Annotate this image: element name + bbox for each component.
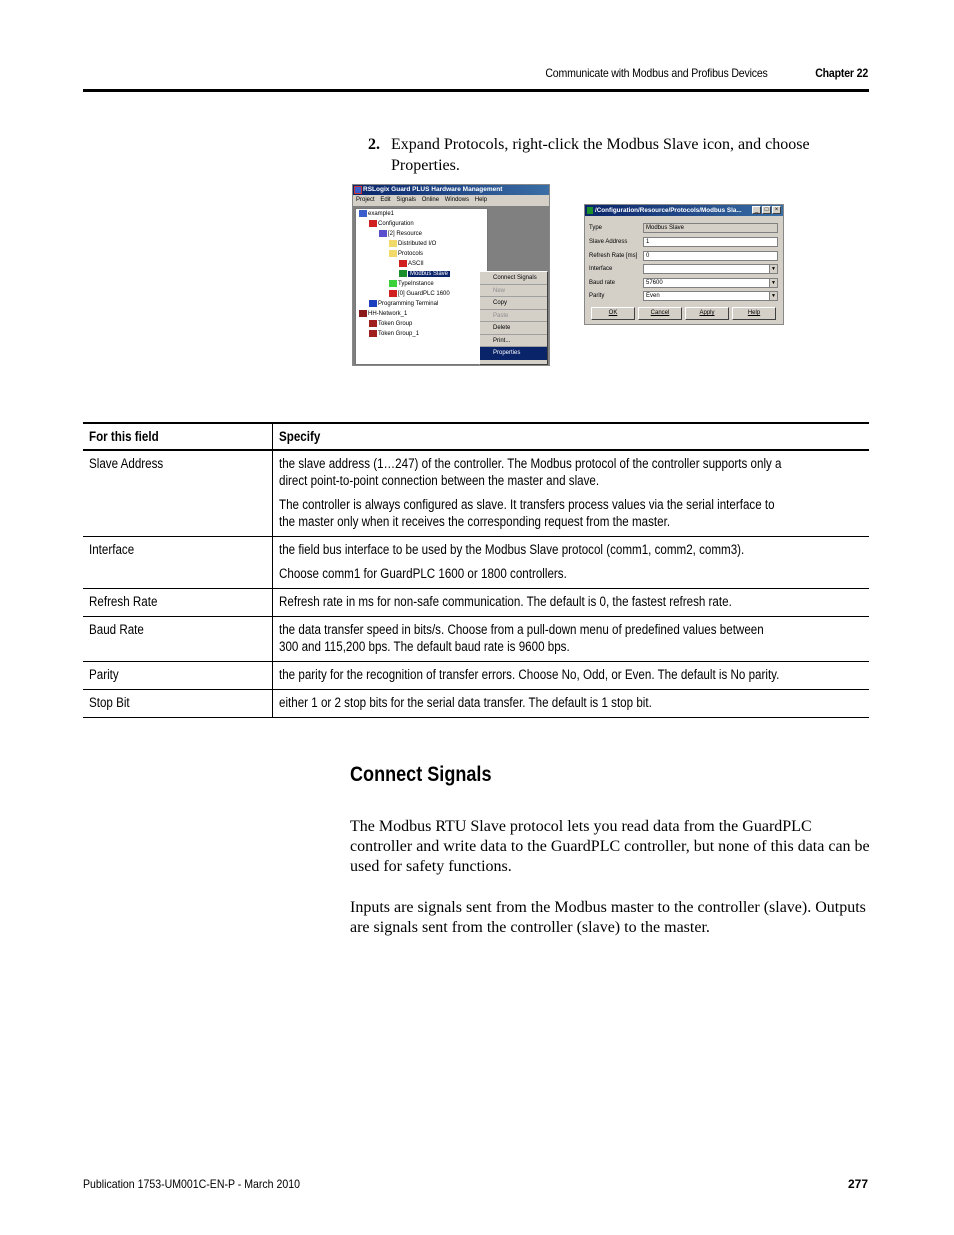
- table-header-row: [83, 423, 869, 450]
- token-group-icon: [369, 320, 377, 327]
- resource-icon: [379, 230, 387, 237]
- column-header-field: For this field: [83, 423, 272, 450]
- ok-button[interactable]: OK: [591, 307, 635, 320]
- menu-project[interactable]: Project: [356, 197, 375, 203]
- token-group-icon: [369, 330, 377, 337]
- step-text: Expand Protocols, right-click the Modbus Slave icon, and choose Properties.: [391, 136, 810, 174]
- column-header-specify: Specify: [272, 423, 869, 450]
- chevron-down-icon[interactable]: ▼: [769, 279, 777, 287]
- table-row: [83, 690, 869, 718]
- apply-button[interactable]: Apply: [685, 307, 729, 320]
- menu-item-print[interactable]: Print...: [480, 335, 547, 348]
- terminal-icon: [369, 300, 377, 307]
- table-row: [83, 662, 869, 690]
- field-name: Interface: [83, 537, 272, 589]
- menu-windows[interactable]: Windows: [444, 197, 470, 203]
- refresh-rate-label: Refresh Rate [ms]: [589, 253, 638, 259]
- step-number: 2.: [368, 136, 380, 153]
- tree-node-selected[interactable]: Modbus Slave: [399, 270, 450, 279]
- interface-select[interactable]: [643, 264, 778, 274]
- tree-node[interactable]: TypeInstance: [389, 280, 434, 289]
- baud-rate-label: Baud rate: [589, 280, 616, 286]
- folder-icon: [389, 240, 397, 247]
- chevron-down-icon[interactable]: ▼: [769, 265, 777, 273]
- field-spec: Refresh rate in ms for non-safe communication. The default is 0, the fastest refresh rate.: [272, 589, 869, 617]
- tree-node[interactable]: ASCII: [399, 260, 424, 269]
- table-row: [83, 450, 869, 537]
- body-paragraph: Inputs are signals sent from the Modbus master to the controller (slave). Outputs are signals sent from the controller (slave) to the master.: [350, 899, 866, 936]
- help-button[interactable]: Help: [732, 307, 776, 320]
- menu-help[interactable]: Help: [474, 197, 488, 203]
- cancel-button[interactable]: Cancel: [638, 307, 682, 320]
- running-header-title: Communicate with Modbus and Profibus Devices: [545, 66, 768, 80]
- type-field: Modbus Slave: [643, 223, 778, 233]
- typeinstance-icon: [389, 280, 397, 287]
- field-spec: the parity for the recognition of transfer errors. Choose No, Odd, or Even. The default is No parity.: [272, 662, 869, 690]
- network-icon: [359, 310, 367, 317]
- app-icon: [354, 186, 362, 194]
- chapter-label: Chapter 22: [815, 66, 868, 80]
- tree-node[interactable]: [0] GuardPLC 1600: [389, 290, 450, 299]
- field-name: Stop Bit: [83, 690, 272, 718]
- plc-icon: [389, 290, 397, 297]
- dialog-title: /Configuration/Resource/Protocols/Modbus Sla...: [595, 207, 742, 214]
- window-title: RSLogix Guard PLUS Hardware Management: [363, 186, 503, 193]
- menu-edit[interactable]: Edit: [380, 197, 391, 203]
- table-row: [83, 537, 869, 589]
- header-rule: [83, 89, 869, 92]
- menu-bar: [353, 195, 549, 206]
- menu-item-paste: Paste: [480, 310, 547, 323]
- parity-label: Parity: [589, 293, 605, 299]
- tree-node[interactable]: [2] Resource: [379, 230, 422, 239]
- menu-item-copy[interactable]: Copy: [480, 297, 547, 310]
- tree-node[interactable]: example1: [359, 210, 394, 219]
- table-row: [83, 617, 869, 662]
- modbus-icon: [399, 270, 407, 277]
- minimize-icon[interactable]: _: [752, 206, 761, 214]
- close-icon[interactable]: ×: [772, 206, 781, 214]
- menu-item-properties[interactable]: Properties: [480, 347, 547, 360]
- context-menu: [479, 271, 548, 365]
- hardware-management-screenshot: [352, 184, 550, 366]
- menu-item-delete[interactable]: Delete: [480, 322, 547, 335]
- field-spec: the data transfer speed in bits/s. Choose from a pull-down menu of predefined values between 300 and 115,200 bps. The default baud rate is 9600 bps.: [272, 617, 869, 662]
- refresh-rate-input[interactable]: 0: [643, 251, 778, 261]
- project-tree: [355, 208, 488, 365]
- interface-label: Interface: [589, 266, 613, 272]
- step-instruction: [368, 134, 868, 176]
- tree-node[interactable]: HH-Network_1: [359, 310, 407, 319]
- window-titlebar: [353, 185, 549, 195]
- table-row: [83, 589, 869, 617]
- menu-item-connect-signals[interactable]: Connect Signals: [480, 272, 547, 285]
- page-number: 277: [847, 1177, 868, 1191]
- field-name: Parity: [83, 662, 272, 690]
- ascii-icon: [399, 260, 407, 267]
- slave-address-input[interactable]: 1: [643, 237, 778, 247]
- project-icon: [359, 210, 367, 217]
- menu-online[interactable]: Online: [421, 197, 440, 203]
- configuration-icon: [369, 220, 377, 227]
- modbus-slave-properties-dialog: [584, 204, 784, 325]
- baud-rate-select[interactable]: 57600 ▼: [643, 278, 778, 288]
- field-name: Slave Address: [83, 450, 272, 537]
- tree-node[interactable]: Token Group_1: [369, 330, 419, 339]
- field-spec: either 1 or 2 stop bits for the serial data transfer. The default is 1 stop bit.: [272, 690, 869, 718]
- maximize-icon[interactable]: □: [762, 206, 771, 214]
- field-spec: the slave address (1…247) of the controller. The Modbus protocol of the controller supports only a direct point-to-point connection between the master and slave. The controller is always configured as slave. It transfers process values via the serial interface to the master only when it receives the corresponding request from the master.: [272, 450, 869, 537]
- section-heading: Connect Signals: [350, 763, 492, 786]
- tree-node[interactable]: Programming Terminal: [369, 300, 438, 309]
- folder-icon: [389, 250, 397, 257]
- tree-node[interactable]: Distributed I/O: [389, 240, 436, 249]
- slave-address-label: Slave Address: [589, 239, 628, 245]
- body-paragraph: The Modbus RTU Slave protocol lets you read data from the GuardPLC controller and write data to the GuardPLC controller, but none of this data can be used for safety functions.: [350, 818, 870, 875]
- modbus-icon: [587, 207, 593, 214]
- publication-info: Publication 1753-UM001C-EN-P - March 2010: [83, 1177, 300, 1191]
- menu-signals[interactable]: Signals: [396, 197, 417, 203]
- field-name: Refresh Rate: [83, 589, 272, 617]
- chevron-down-icon[interactable]: ▼: [769, 292, 777, 300]
- tree-node[interactable]: Token Group: [369, 320, 412, 329]
- tree-node[interactable]: Configuration: [369, 220, 414, 229]
- menu-item-new: New: [480, 285, 547, 298]
- field-specification-table: [83, 422, 869, 718]
- field-name: Baud Rate: [83, 617, 272, 662]
- type-label: Type: [589, 225, 603, 231]
- tree-node[interactable]: Protocols: [389, 250, 423, 259]
- field-spec: the field bus interface to be used by the Modbus Slave protocol (comm1, comm2, comm3). Choose comm1 for GuardPLC 1600 or 1800 controllers.: [272, 537, 869, 589]
- parity-select[interactable]: Even ▼: [643, 291, 778, 301]
